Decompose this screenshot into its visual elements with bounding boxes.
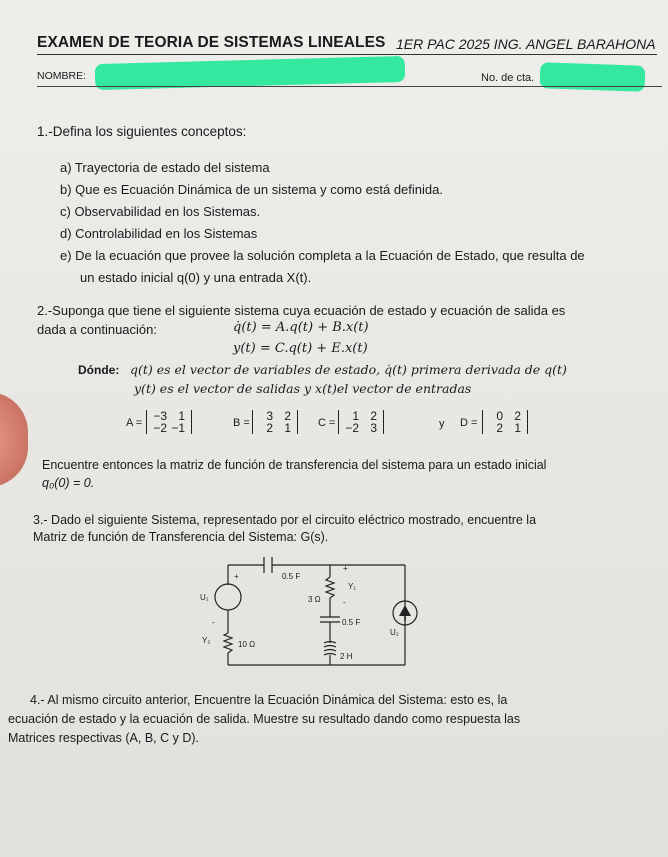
u1-minus: - [212, 618, 215, 627]
matrix-c-label: C = [318, 417, 336, 429]
q1-item-b: b) Que es Ecuación Dinámica de un sistema y como está definida. [60, 182, 443, 197]
u2-label: U₂ [390, 628, 399, 637]
matrix-a-cell: 1 [178, 409, 185, 423]
q1-item-e-cont: un estado inicial q(0) y una entrada X(t). [80, 270, 312, 285]
name-underline [37, 86, 662, 87]
header-underline [37, 54, 657, 55]
matrix-d-label: D = [460, 417, 478, 429]
matrix-a [146, 410, 192, 434]
matrix-b-cell: 2 [284, 409, 291, 423]
matrix-b [252, 410, 298, 434]
c2-label: 0.5 F [342, 618, 361, 627]
matrix-c-cell: 1 [352, 409, 359, 423]
q3-line2: Matriz de función de Transferencia del Sistema: G(s). [33, 530, 329, 544]
q3-line1: 3.- Dado el siguiente Sistema, representado por el circuito eléctrico mostrado, encuentre la [33, 513, 537, 527]
q1-item-d: d) Controlabilidad en los Sistemas [60, 226, 258, 241]
y2-label: Y₂ [202, 636, 211, 645]
matrix-a-cell: −2 [153, 421, 167, 435]
q2-line1: 2.-Suponga que tiene el siguiente sistema cuya ecuación de estado y ecuación de salida es [37, 303, 566, 318]
l1-label: 2 H [340, 652, 353, 661]
matrix-b-cell: 2 [266, 421, 273, 435]
u1-label: U₁ [200, 593, 209, 602]
q2-find-line2: q₀(0) = 0. [42, 476, 95, 490]
account-redaction [540, 62, 646, 92]
matrix-d-cell: 2 [496, 421, 503, 435]
state-equation: q̇(t) = A.q(t) + B.x(t) [233, 320, 369, 335]
matrix-d-cell: 2 [514, 409, 521, 423]
account-label: No. de cta. [481, 72, 535, 84]
matrix-c-cell: 2 [370, 409, 377, 423]
y1-minus: - [343, 598, 346, 607]
matrix-a-cell: −3 [153, 409, 167, 423]
output-equation: y(t) = C.q(t) + E.x(t) [233, 341, 368, 356]
q2-find-line1: Encuentre entonces la matriz de función de transferencia del sistema para un estado inicial [42, 458, 547, 472]
matrix-d [482, 410, 528, 434]
exam-subtitle: 1ER PAC 2025 ING. ANGEL BARAHONA [396, 36, 656, 52]
q4-line3: Matrices respectivas (A, B, C y D). [8, 731, 200, 745]
r2-label: 10 Ω [238, 640, 256, 649]
matrix-b-cell: 1 [284, 421, 291, 435]
and-label: y [439, 418, 445, 430]
q4-line1: 4.- Al mismo circuito anterior, Encuentre la Ecuación Dinámica del Sistema: esto es, la [30, 693, 508, 707]
matrix-c-cell: 3 [370, 421, 377, 435]
q2-line2: dada a continuación: [37, 322, 157, 337]
q1-item-e: e) De la ecuación que provee la solución completa a la Ecuación de Estado, que resulta de [60, 248, 585, 263]
c1-label: 0.5 F [282, 572, 301, 581]
q1-item-a: a) Trayectoria de estado del sistema [60, 160, 270, 175]
name-redaction [95, 56, 406, 90]
u1-plus: + [234, 572, 239, 581]
matrix-b-cell: 3 [266, 409, 273, 423]
y1-plus: + [343, 564, 348, 573]
matrix-b-label: B = [233, 417, 250, 429]
where-label: Dónde: [78, 363, 120, 377]
r1-label: 3 Ω [308, 595, 321, 604]
matrix-a-cell: −1 [171, 421, 185, 435]
where-line1: q(t) es el vector de variables de estado, q̇(t) primera derivada de q(t) [130, 362, 567, 377]
matrix-a-label: A = [126, 417, 143, 429]
y1-label: Y₁ [348, 582, 357, 591]
name-label: NOMBRE: [37, 70, 87, 82]
where-line2: y(t) es el vector de salidas y x(t)el vector de entradas [134, 381, 472, 396]
exam-title: EXAMEN DE TEORIA DE SISTEMAS LINEALES [37, 34, 386, 51]
circuit-diagram [190, 555, 430, 675]
matrix-d-cell: 1 [514, 421, 521, 435]
q1-item-c: c) Observabilidad en los Sistemas. [60, 204, 261, 219]
q1-title: 1.-Defina los siguientes conceptos: [37, 124, 247, 139]
matrix-c-cell: −2 [345, 421, 359, 435]
q4-line2: ecuación de estado y la ecuación de salida. Muestre su resultado dando como respuesta las [8, 712, 521, 726]
finger-shadow [0, 392, 28, 487]
matrix-d-cell: 0 [496, 409, 503, 423]
matrix-c [338, 410, 384, 434]
